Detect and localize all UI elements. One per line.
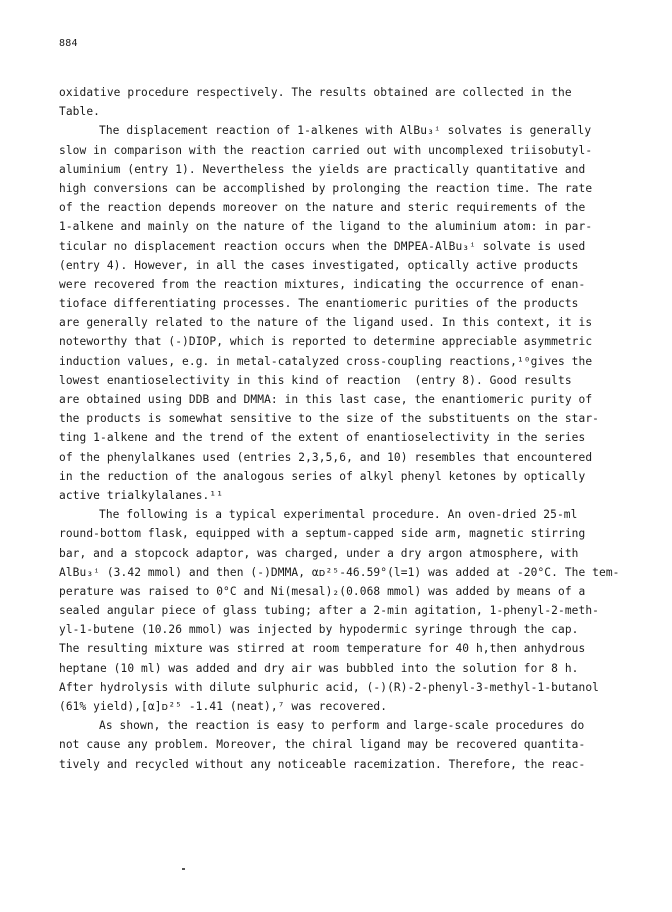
text-line: oxidative procedure respectively. The results obtained are collected in the: [59, 86, 572, 99]
text-line: AlBu₃ⁱ (3.42 mmol) and then (-)DMMA, αᴅ²⁵-46.59°(l=1) was added at -20°C. The tem-: [59, 565, 620, 579]
text-line: perature was raised to 0°C and Ni(mesal)₂(0.068 mmol) was added by means of a: [59, 584, 586, 598]
text-line: 1-alkene and mainly on the nature of the ligand to the aluminium atom: in par-: [59, 220, 593, 234]
text-line: (61% yield),[α]ᴅ²⁵ -1.41 (neat),⁷ was recovered.: [59, 700, 388, 713]
text-line: The resulting mixture was stirred at room temperature for 40 h,then anhydrous: [59, 642, 586, 656]
text-line: are generally related to the nature of the ligand used. In this context, it is: [59, 316, 593, 330]
body-text: [59, 83, 619, 774]
text-line: yl-1-butene (10.26 mmol) was injected by hypodermic syringe through the cap.: [59, 623, 579, 637]
text-line: noteworthy that (-)DIOP, which is reported to determine appreciable asymmetric: [59, 335, 593, 349]
text-line: The following is a typical experimental procedure. An oven-dried 25-ml: [99, 508, 578, 522]
text-line: round-bottom flask, equipped with a septum-capped side arm, magnetic stirring: [59, 527, 586, 541]
text-line: sealed angular piece of glass tubing; after a 2-min agitation, 1-phenyl-2-meth-: [59, 604, 599, 618]
text-line: of the reaction depends moreover on the nature and steric requirements of the: [59, 201, 586, 215]
text-line: ticular no displacement reaction occurs when the DMPEA-AlBu₃ⁱ solvate is used: [59, 239, 586, 253]
text-line: in the reduction of the analogous series of alkyl phenyl ketones by optically: [59, 469, 586, 483]
text-line: Table.: [59, 105, 101, 119]
page-number: 884: [59, 38, 78, 49]
text-line: are obtained using DDB and DMMA: in this last case, the enantiomeric purity of: [59, 393, 593, 406]
text-line: After hydrolysis with dilute sulphuric acid, (-)(R)-2-phenyl-3-methyl-1-butanol: [59, 680, 599, 694]
text-line: ting 1-alkene and the trend of the extent of enantioselectivity in the series: [59, 431, 586, 445]
text-line: The displacement reaction of 1-alkenes with AlBu₃ⁱ solvates is generally: [99, 124, 592, 138]
text-line: active trialkylalanes.¹¹: [59, 488, 224, 502]
text-line: aluminium (entry 1). Nevertheless the yields are practically quantitative and: [59, 162, 586, 176]
text-line: the products is somewhat sensitive to the size of the substituents on the star-: [59, 412, 599, 426]
text-line: of the phenylalkanes used (entries 2,3,5,6, and 10) resembles that encountered: [59, 450, 593, 464]
text-line: induction values, e.g. in metal-catalyzed cross-coupling reactions,¹⁰gives the: [59, 354, 593, 368]
text-line: high conversions can be accomplished by prolonging the reaction time. The rate: [59, 181, 593, 195]
text-line: heptane (10 ml) was added and dry air was bubbled into the solution for 8 h.: [59, 661, 579, 675]
text-line: lowest enantioselectivity in this kind of reaction (entry 8). Good results: [59, 373, 572, 387]
text-line: not cause any problem. Moreover, the chiral ligand may be recovered quantita-: [59, 738, 586, 752]
text-line: (entry 4). However, in all the cases investigated, optically active products: [59, 258, 579, 272]
text-line: tioface differentiating processes. The enantiomeric purities of the products: [59, 297, 579, 311]
scan-mark: [182, 868, 185, 870]
text-line: tively and recycled without any noticeable racemization. Therefore, the reac-: [59, 757, 586, 771]
text-line: bar, and a stopcock adaptor, was charged, under a dry argon atmosphere, with: [59, 546, 579, 560]
text-line: were recovered from the reaction mixtures, indicating the occurrence of enan-: [59, 277, 586, 291]
text-line: As shown, the reaction is easy to perform and large-scale procedures do: [99, 719, 585, 733]
text-line: slow in comparison with the reaction carried out with uncomplexed triisobutyl-: [59, 143, 593, 157]
